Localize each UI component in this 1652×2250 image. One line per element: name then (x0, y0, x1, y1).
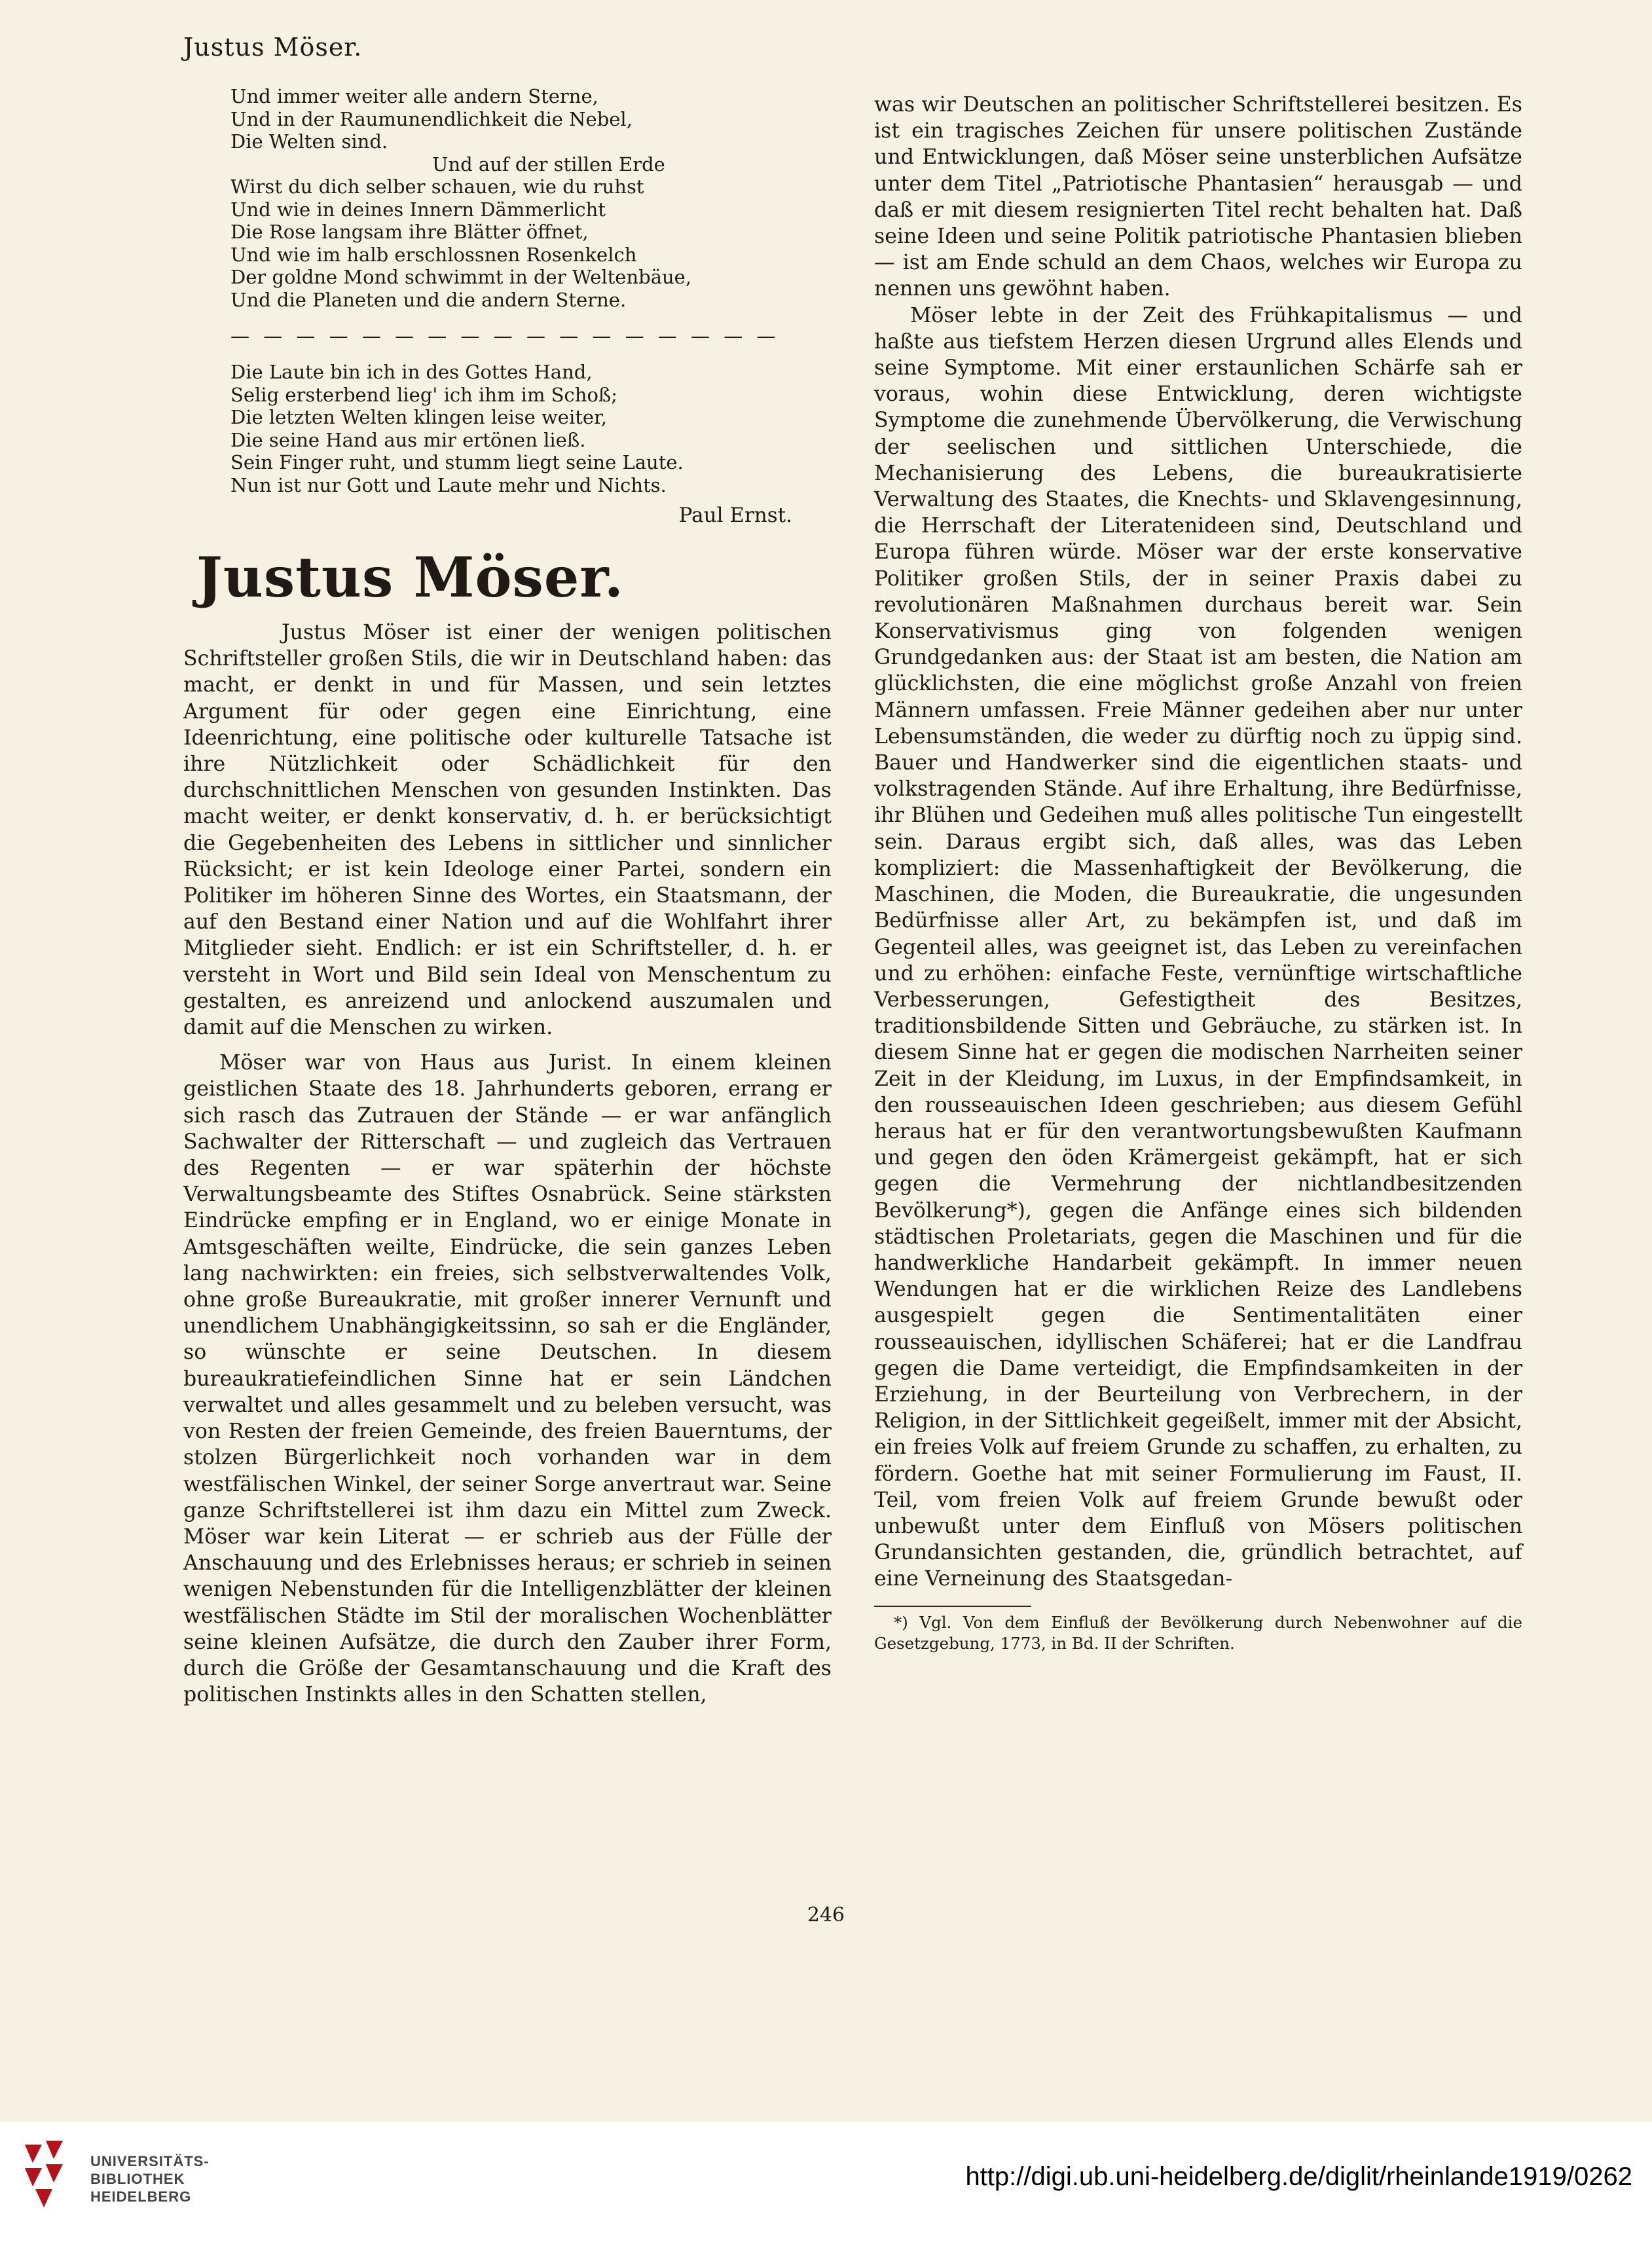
article-paragraph: Justus Möser ist einer der wenigen politischen Schriftsteller großen Stils, die wir in Deutschland haben: das macht, er denkt in und für Massen, und sein letztes Argument für oder gegen eine Einrichtung, eine Ideenrichtung, eine politische oder kulturelle Tatsache ist ihre Nützlichkeit oder Schädlichkeit für den durchschnittlichen Menschen von gesunden Instinkten. Das macht weiter, er denkt konservativ, d. h. er berücksichtigt die Gegebenheiten des Lebens in sittlicher und sinnlicher Rücksicht; er ist kein Ideologe einer Partei, sondern ein Politiker im höheren Sinne des Wortes, ein Staatsmann, der auf den Bestand einer Nation und auf die Wohlfahrt ihrer Mitglieder sieht. Endlich: er ist ein Schriftsteller, d. h. er versteht in Wort und Bild sein Ideal von Menschentum zu gestalten, es anreizend und anlockend auszumalen und damit auf die Menschen zu wirken. (183, 621, 832, 1040)
left-column (183, 85, 832, 1708)
poem-line: Und wie in deines Innern Dämmerlicht (230, 198, 606, 221)
library-name-line: BIBLIOTHEK (90, 2171, 185, 2187)
poem-line: Die Laute bin ich in des Gottes Hand, (230, 361, 593, 383)
poem-line: Und wie im halb erschlossnen Rosenkelch (230, 243, 637, 266)
poem-line: Der goldne Mond schwimmt in der Weltenbäue, (230, 266, 692, 288)
logo-mark (25, 2141, 63, 2207)
poem-line: Und immer weiter alle andern Sterne, (230, 85, 598, 107)
footnote-rule (874, 1606, 1031, 1607)
poem-line: Die letzten Welten klingen leise weiter, (230, 406, 607, 428)
poem-author: Paul Ernst. (678, 504, 792, 527)
article-paragraph: Möser lebte in der Zeit des Frühkapitalismus — und haßte aus tiefstem Herzen diesen Urgrund alles Elends und seine Symptome. Mit einer erstaunlichen Schärfe sah er voraus, wohin diese Entwicklung, deren wichtigste Symptome die zunehmende Übervölkerung, die Verwischung der seelischen und sittlichen Unterschiede, die Mechanisierung des Lebens, die bureaukratisierte Verwaltung des Staates, die Knechts- und Sklavengesinnung, die Herrschaft der Literatenideen sind, Deutschland und Europa führen würde. Möser war der erste konservative Politiker großen Stils, der in seiner Praxis dabei zu revolutionären Maßnahmen durchaus bereit war. Sein Konservativismus ging von folgenden wenigen Grundgedanken aus: der Staat ist am besten, die Nation am glücklichsten, die eine möglichst große Anzahl von freien Männern umfassen. Freie Männer gedeihen aber nur unter Lebensumständen, die weder zu dürftig noch zu üppig sind. Bauer und Handwerker sind die eigentlichen staats- und volkstragenden Stände. Auf ihre Erhaltung, ihre Bedürfnisse, ihr Blühen und Gedeihen muß alles politische Tun eingestellt sein. Daraus ergibt sich, daß alles, was das Leben kompliziert: die Massenhaftigkeit der Bevölkerung, die Maschinen, die Moden, die Bureaukratie, die ungesunden Bedürfnisse aller Art, zu bekämpfen ist, und daß im Gegenteil alles, was geeignet ist, das Leben zu vereinfachen und zu erhöhen: einfache Feste, vernünftige wirtschaftliche Verbesserungen, Gefestigtheit des Besitzes, traditionsbildende Sitten und Gebräuche, zu stärken ist. In diesem Sinne hat er gegen die modischen Narrheiten seiner Zeit in der Kleidung, im Luxus, in der Empfindsamkeit, in den rousseauischen Ideen geschrieben; aus diesem Gefühl heraus hat er für den verantwortungsbewußten Kaufmann und gegen den öden Krämergeist gekämpft, hat er sich gegen die Vermehrung der nichtlandbesitzenden Bevölkerung*), gegen die Anfänge eines sich bildenden städtischen Proletariats, gegen die Maschinen und für die handwerkliche Handarbeit gekämpft. In immer neuen Wendungen hat er die wirklichen Reize des Landlebens ausgespielt gegen die Sentimentalitäten einer rousseauischen, idyllischen Schäferei; hat er die Landfrau gegen die Dame verteidigt, die Empfindsamkeiten in der Erziehung, in der Beurteilung von Verbrechern, in der Religion, in der Sittlichkeit gegeißelt, immer mit der Absicht, ein freies Volk auf freiem Grunde zu schaffen, zu erhalten, zu fördern. Goethe hat mit seiner Formulierung im Faust, II. Teil, vom freien Volk auf freiem Grunde bewußt oder unbewußt unter dem Einfluß von Mösers politischen Grundansichten gestanden, die, gründlich betrachtet, auf eine Verneinung des Staatsgedan- (874, 303, 1522, 1591)
poem-line: Die Welten sind. (230, 130, 388, 153)
poem-line: Und die Planeten und die andern Sterne. (230, 288, 627, 311)
university-logo-icon (20, 2138, 72, 2210)
library-name-line: HEIDELBERG (90, 2188, 192, 2205)
footnote: *) Vgl. Von dem Einfluß der Bevölkerung durch Nebenwohner auf die Gesetzgebung, 1773, in Bd. II der Schriften. (874, 1612, 1522, 1653)
page-number: 246 (807, 1904, 845, 1927)
poem-line: Und in der Raumunendlichkeit die Nebel, (230, 107, 633, 130)
library-name-line: UNIVERSITÄTS- (90, 2153, 210, 2169)
poem-line: Sein Finger ruht, und stumm liegt seine Laute. (230, 451, 684, 473)
poem-line: Selig ersterbend lieg' ich ihm im Schoß; (230, 383, 618, 406)
poem-line: Wirst du dich selber schauen, wie du ruhst (230, 175, 644, 198)
library-name (90, 2152, 210, 2205)
running-head: Justus Möser. (183, 33, 363, 62)
poem-line: Nun ist nur Gott und Laute mehr und Nichts. (230, 473, 667, 496)
article-paragraph: Möser war von Haus aus Jurist. In einem kleinen geistlichen Staate des 18. Jahrhunderts geboren, errang er sich rasch das Zutrauen der Stände — er war anfänglich Sachwalter der Ritterschaft — und zugleich das Vertrauen des Regenten — er war späterhin der höchste Verwaltungsbeamte des Stiftes Osnabrück. Seine stärksten Eindrücke empfing er in England, wo er einige Monate in Amtsgeschäften weilte, Eindrücke, die sein ganzes Leben lang nachwirkten: ein freies, sich selbstverwaltendes Volk, ohne große Bureaukratie, mit großer innerer Vernunft und unendlichem Unabhängigkeitssinn, so sah er die Engländer, so wünschte er seine Deutschen. In diesem bureaukratiefeindlichen Sinne hat er sein Ländchen verwaltet und alles gesammelt und zu beleben versucht, was von Resten der freien Gemeinde, des freien Bauerntums, der stolzen Bürgerlichkeit noch vorhanden war in dem westfälischen Winkel, der seiner Sorge anvertraut war. Seine ganze Schriftstellerei ist ihm dazu ein Mittel zum Zweck. Möser war kein Literat — er schrieb aus der Fülle der Anschauung und des Erlebnisses heraus; er schrieb in seinen wenigen Nebenstunden für die Intelligenzblätter der kleinen westfälischen Städte im Stil der moralischen Wochenblätter seine kleinen Aufsätze, die durch den Zauber ihrer Form, durch die Größe der Gesamtanschauung und die Kraft des politischen Instinkts alles in den Schatten stellen, (183, 1051, 832, 1707)
poem-line: Die Rose langsam ihre Blätter öffnet, (230, 221, 589, 243)
source-url[interactable]: http://digi.ub.uni-heidelberg.de/diglit/rheinlande1919/0262 (965, 2162, 1632, 2191)
article-paragraph: was wir Deutschen an politischer Schriftstellerei besitzen. Es ist ein tragisches Zeichen für unsere politischen Zustände und Entwicklungen, daß Möser seine unsterblichen Aufsätze unter dem Titel „Patriotische Phantasien“ herausgab — und daß er mit diesem resignierten Titel recht behalten hat. Daß seine Ideen und seine Politik patriotische Phantasien blieben — ist am Ende schuld an dem Chaos, welches wir Europa zu nennen uns gewöhnt haben. (874, 93, 1522, 301)
poem-line: Und auf der stillen Erde (432, 153, 665, 175)
right-column (874, 92, 1522, 1654)
poem (183, 85, 832, 529)
poem-separator: — — — — — — — — — — — — — — — — — (230, 325, 780, 347)
article-title: Justus Möser. (196, 545, 625, 610)
poem-line: Die seine Hand aus mir ertönen ließ. (230, 428, 586, 451)
